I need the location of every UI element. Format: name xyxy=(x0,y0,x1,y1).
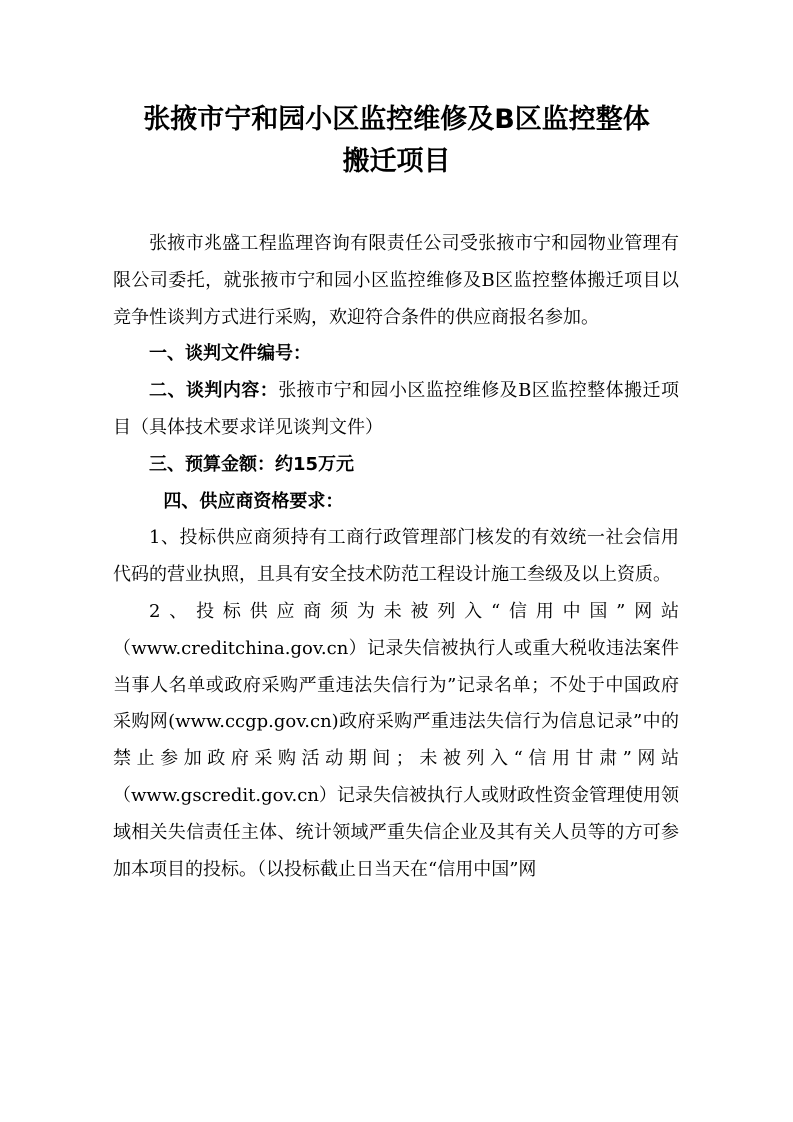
section-1-heading xyxy=(113,336,679,373)
requirement-item-1: 1、投标供应商须持有工商行政管理部门核发的有效统一社会信用代码的营业执照，且具有安全技术防范工程设计施工叁级及以上资质。 xyxy=(113,527,679,586)
section-1-heading-text: 一、谈判文件编号： xyxy=(149,343,311,365)
document-title-line-2: 搬迁项目 xyxy=(342,146,451,177)
document-title-line-1: 张掖市宁和园小区监控维修及B区监控整体 xyxy=(143,104,650,135)
intro-paragraph: 张掖市兆盛工程监理咨询有限责任公司受张掖市宁和园物业管理有限公司委托，就张掖市宁和园小区监控维修及B区监控整体搬迁项目以竞争性谈判方式进行采购，欢迎符合条件的供应商报名参加。 xyxy=(113,233,679,328)
section-2-heading-text: 二、谈判内容： xyxy=(149,380,279,402)
requirement-item-2: 2、投标供应商须为未被列入“信用中国”网站（www.creditchina.gov.cn）记录失信被执行人或重大税收违法案件当事人名单或政府采购严重违法失信行为”记录名单；不处于中国政府采购网(www.ccgp.gov.cn)政府采购严重违法失信行为信息记录”中的禁止参加政府采购活动期间；未被列入“信用甘肃”网站（www.gscredit.gov.cn）记录失信被执行人或财政性资金管理使用领域相关失信责任主体、统计领域严重失信企业及其有关人员等的方可参加本项目的投标。（以投标截止日当天在“信用中国”网 xyxy=(113,600,679,880)
section-3-heading-text: 三、预算金额：约15万元 xyxy=(149,453,355,475)
document-body xyxy=(113,226,679,888)
section-4-heading xyxy=(113,484,679,521)
section-4-heading-text: 四、供应商资格要求： xyxy=(163,490,344,512)
section-2-text: 张掖市宁和园小区监控维修及B区监控整体搬迁项目（具体技术要求详见谈判文件） xyxy=(113,380,680,438)
section-3-heading xyxy=(113,447,679,484)
section-2-paragraph xyxy=(113,373,679,447)
